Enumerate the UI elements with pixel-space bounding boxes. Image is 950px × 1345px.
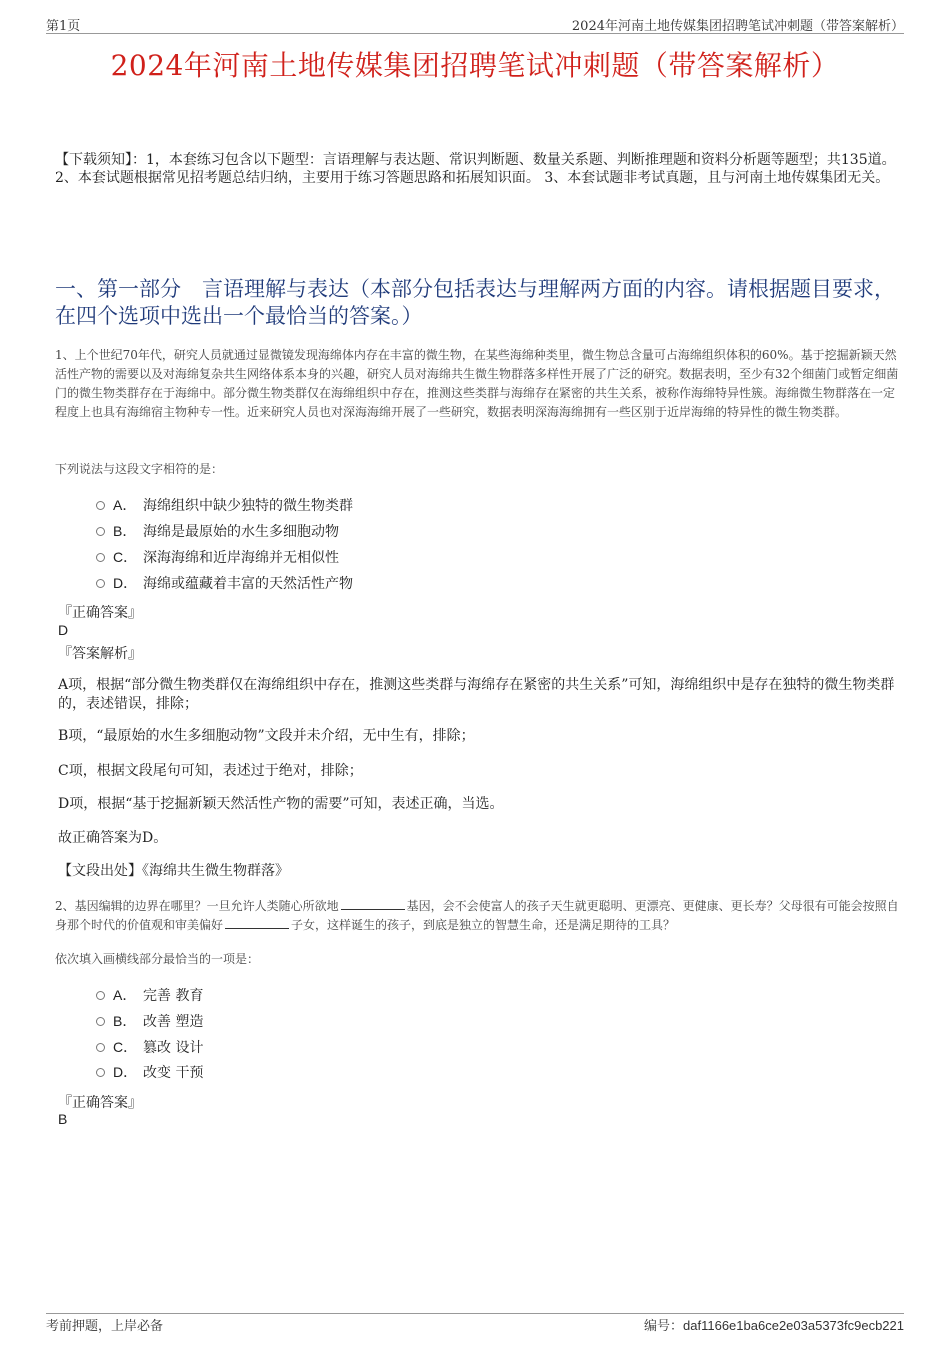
radio-icon[interactable]	[96, 1017, 105, 1026]
q1-option-b[interactable]: B． 海绵是最原始的水生多细胞动物	[96, 521, 339, 541]
q1-answer-label: 『正确答案』	[58, 605, 142, 621]
q2-option-c[interactable]: C． 篡改 设计	[96, 1037, 203, 1057]
section-heading: 一、第一部分 言语理解与表达（本部分包括表达与理解两方面的内容。请根据题目要求，在四个选项中选出一个最恰当的答案。）	[55, 277, 895, 328]
radio-icon[interactable]	[96, 1068, 105, 1077]
q2-option-a[interactable]: A． 完善 教育	[96, 985, 203, 1005]
q1-option-d[interactable]: D． 海绵或蕴藏着丰富的天然活性产物	[96, 573, 353, 593]
fill-blank-2	[225, 916, 289, 929]
radio-icon[interactable]	[96, 991, 105, 1000]
page-number: 第1页	[46, 19, 81, 34]
document-title: 2024年河南土地传媒集团招聘笔试冲刺题（带答案解析）	[110, 49, 840, 82]
header-doc-title: 2024年河南土地传媒集团招聘笔试冲刺题（带答案解析）	[571, 19, 904, 34]
q1-analysis-label: 『答案解析』	[58, 646, 142, 662]
q1-analysis-conclusion: 故正确答案为D。	[58, 830, 168, 846]
q2-prompt: 依次填入画横线部分最恰当的一项是：	[55, 952, 260, 966]
q2-passage: 2、基因编辑的边界在哪里？一旦允许人类随心所欲地 基因，会不会使富人的孩子天生就更聪明、更漂亮、更健康、更长寿？父母很有可能会按照自身那个时代的价值观和审美偏好 子女，这样诞生的孩子，到底是独立的智慧生命，还是满足期待的工具？	[55, 899, 899, 932]
q1-analysis-c: C项，根据文段尾句可知，表述过于绝对，排除；	[58, 763, 363, 779]
footer-code: 编号：daf1166e1ba6ce2e03a5373fc9ecb221	[644, 1318, 904, 1334]
radio-icon[interactable]	[96, 527, 105, 536]
q2-answer-label: 『正确答案』	[58, 1095, 142, 1111]
q1-option-c[interactable]: C． 深海海绵和近岸海绵并无相似性	[96, 547, 339, 567]
radio-icon[interactable]	[96, 579, 105, 588]
q2-option-d[interactable]: D． 改变 干预	[96, 1062, 203, 1082]
radio-icon[interactable]	[96, 553, 105, 562]
q1-passage: 1、上个世纪70年代，研究人员就通过显微镜发现海绵体内存在丰富的微生物，在某些海绵种类里，微生物总含量可占海绵组织体积的60%。基于挖掘新颖天然活性产物的需要以及对海绵复杂共生网络体系本身的兴趣，研究人员对海绵共生微生物群落多样性开展了广泛的研究。数据表明，至少有32个细菌门或暂定细菌门的微生物类群存在于海绵中。部分微生物类群仅在海绵组织中存在，推测这些类群与海绵存在紧密的共生关系，被称作海绵特异性簇。海绵微生物群落在一定程度上也具有海绵宿主物种专一性。近来研究人员也对深海海绵开展了一些研究，数据表明深海海绵拥有一些区别于近岸海绵的特异性的微生物类群。	[55, 348, 899, 419]
header-divider	[46, 33, 904, 34]
radio-icon[interactable]	[96, 501, 105, 510]
q1-prompt: 下列说法与这段文字相符的是：	[55, 462, 224, 476]
q1-source: 【文段出处】《海绵共生微生物群落》	[58, 863, 289, 879]
q1-option-a[interactable]: A． 海绵组织中缺少独特的微生物类群	[96, 495, 353, 515]
q1-analysis-b: B项，“最原始的水生多细胞动物”文段并未介绍，无中生有，排除；	[58, 728, 475, 744]
download-notice: 【下载须知】：1，本套练习包含以下题型：言语理解与表达题、常识判断题、数量关系题、判断推理题和资料分析题等题型；共135道。 2、本套试题根据常见招考题总结归纳，主要用于练习答题思路和拓展知识面。 3、本套试题非考试真题，且与河南土地传媒集团无关。	[55, 152, 896, 186]
footer-divider	[46, 1313, 904, 1314]
q1-answer: D	[58, 622, 69, 638]
radio-icon[interactable]	[96, 1043, 105, 1052]
q2-answer: B	[58, 1111, 68, 1127]
q2-option-b[interactable]: B． 改善 塑造	[96, 1011, 203, 1031]
footer-slogan: 考前押题，上岸必备	[46, 1319, 164, 1334]
q1-analysis-d: D项，根据“基于挖掘新颖天然活性产物的需要”可知，表述正确，当选。	[58, 796, 504, 812]
fill-blank-1	[341, 897, 405, 910]
q1-analysis-a: A项，根据“部分微生物类群仅在海绵组织中存在，推测这些类群与海绵存在紧密的共生关系”可知，海绵组织中是存在独特的微生物类群的，表述错误，排除；	[58, 677, 895, 712]
